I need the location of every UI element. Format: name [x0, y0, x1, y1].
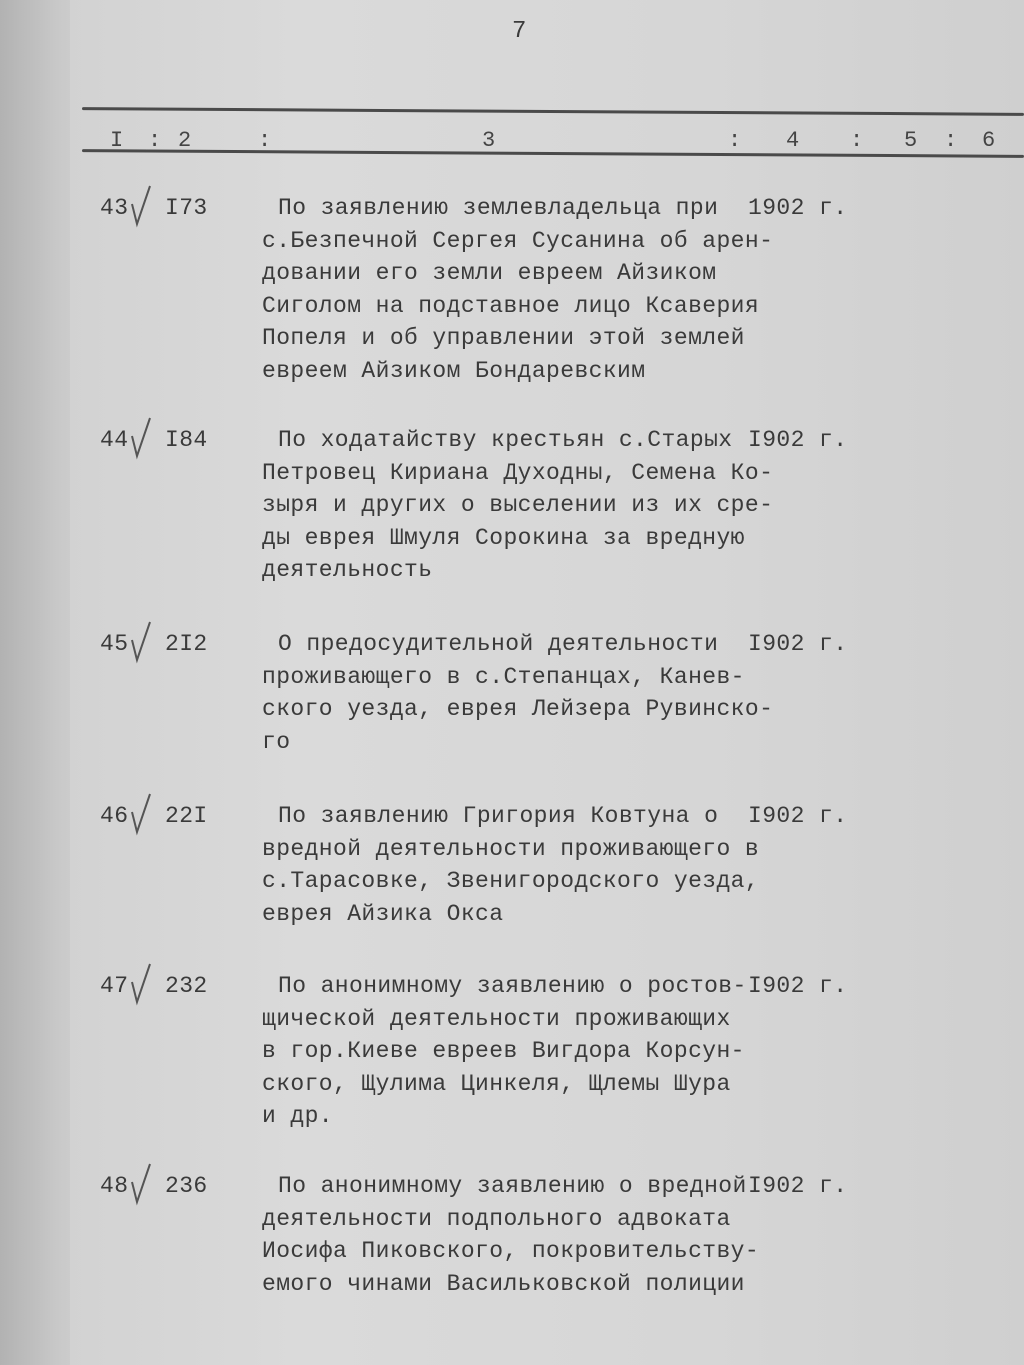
description-line: евреем Айзиком Бондаревским — [262, 357, 646, 384]
case-number: 22I — [165, 803, 208, 829]
col-2: 2 — [178, 128, 192, 153]
col-1: I — [110, 128, 124, 153]
header-rule-bottom — [82, 149, 1024, 158]
entry-number: 45 — [100, 631, 129, 657]
description-line: По анонимному заявлению о вредной — [278, 1173, 747, 1199]
description-line: деятельность — [262, 557, 433, 583]
description-line: щической деятельности проживающих — [262, 1005, 731, 1032]
checkmark-icon — [128, 962, 154, 1006]
case-number: I84 — [165, 427, 208, 453]
checkmark-icon — [128, 792, 154, 836]
entry-year: I902 г. — [748, 631, 848, 657]
case-number: 232 — [165, 973, 208, 999]
col-sep: : — [148, 128, 162, 153]
entry-description — [262, 628, 774, 758]
description-line: ского, Щулима Цинкеля, Щлемы Шура — [262, 1070, 731, 1097]
entry-number: 46 — [100, 803, 129, 829]
description-line: в гор.Киеве евреев Вигдора Корсун- — [262, 1038, 745, 1064]
checkmark-icon — [128, 416, 154, 460]
page-number: 7 — [512, 18, 527, 45]
checkmark-icon — [128, 620, 154, 664]
entry-year: I902 г. — [748, 1173, 848, 1199]
description-line: и др. — [262, 1103, 334, 1129]
description-line: с.Тарасовке, Звенигородского уезда, — [262, 868, 760, 894]
header-rule-top — [82, 107, 1024, 116]
description-line: деятельности подпольного адвоката — [262, 1205, 731, 1232]
description-line: емого чинами Васильковской полиции — [262, 1270, 745, 1297]
entry-number: 44 — [100, 427, 129, 453]
col-4: 4 — [786, 128, 800, 153]
description-line: ды еврея Шмуля Сорокина за вредную — [262, 524, 745, 551]
case-number: 236 — [165, 1173, 208, 1199]
page-fold-shadow — [0, 0, 70, 1365]
entry-year: I902 г. — [748, 427, 848, 453]
description-line: ского уезда, еврея Лейзера Рувинско- — [262, 696, 774, 722]
description-line: По заявлению Григория Ковтуна о — [278, 803, 719, 829]
entry-description — [262, 800, 760, 930]
description-line: Сиголом на подставное лицо Ксаверия — [262, 292, 760, 319]
entry-year: I902 г. — [748, 973, 848, 999]
description-line: Попеля и об управлении этой землей — [262, 325, 745, 351]
description-line: Петровец Кириана Духодны, Семена Ко- — [262, 459, 774, 486]
entry-description — [262, 970, 752, 1133]
description-line: вредной деятельности проживающего в — [262, 835, 760, 862]
checkmark-icon — [128, 1162, 154, 1206]
entry-number: 48 — [100, 1173, 129, 1199]
description-line: проживающего в с.Степанцах, Канев- — [262, 663, 745, 690]
case-number: 2I2 — [165, 631, 208, 657]
entry-number: 43 — [100, 195, 129, 221]
case-number: I73 — [165, 195, 208, 221]
description-line: По анонимному заявлению о ростов- — [278, 973, 747, 999]
col-6: 6 — [982, 128, 996, 153]
col-5: 5 — [904, 128, 918, 153]
checkmark-icon — [128, 184, 154, 228]
col-3: 3 — [482, 128, 496, 153]
description-line: довании его земли евреем Айзиком — [262, 260, 717, 286]
description-line: с.Безпечной Сергея Сусанина об арен- — [262, 227, 774, 254]
entry-description — [262, 1170, 760, 1300]
col-sep: : — [850, 128, 864, 153]
description-line: О предосудительной деятельности — [278, 631, 719, 657]
entry-description — [262, 424, 774, 587]
entry-year: 1902 г. — [748, 195, 848, 221]
col-sep: : — [258, 128, 272, 153]
description-line: По заявлению землевладельца при — [278, 195, 719, 221]
col-sep: : — [728, 128, 742, 153]
entry-number: 47 — [100, 973, 129, 999]
entry-year: I902 г. — [748, 803, 848, 829]
col-sep: : — [944, 128, 958, 153]
description-line: еврея Айзика Окса — [262, 900, 504, 927]
entry-description — [262, 192, 774, 387]
description-line: го — [262, 728, 291, 755]
description-line: зыря и других о выселении из их сре- — [262, 492, 774, 518]
description-line: Иосифа Пиковского, покровительству- — [262, 1238, 760, 1264]
description-line: По ходатайству крестьян с.Старых — [278, 427, 733, 453]
